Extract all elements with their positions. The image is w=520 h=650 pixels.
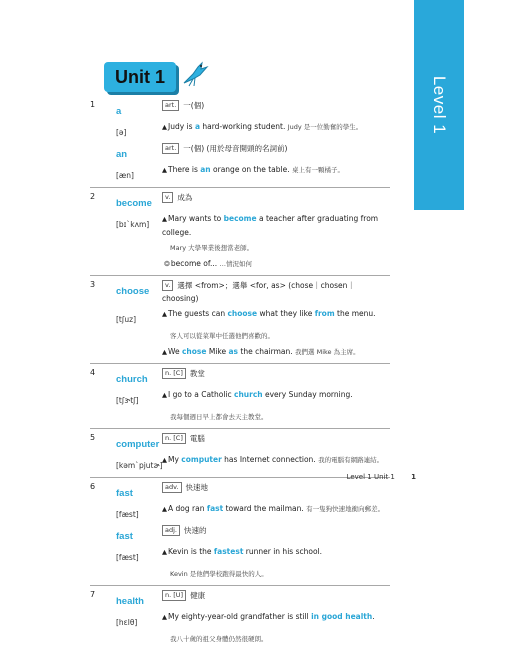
example-text: Mike <box>206 347 229 356</box>
pronunciation: [fæst] <box>116 510 139 519</box>
example-triangle-icon: ▲ <box>162 123 167 131</box>
page-number: 1 <box>411 473 416 481</box>
entry-line <box>90 432 390 451</box>
definition: 選擇 <from>；選舉 <for, as> (chose｜chosen｜choosing) <box>162 281 355 303</box>
entry-main-column <box>162 257 390 271</box>
example-text: hard-working student. <box>200 122 286 131</box>
entry-line <box>90 545 390 565</box>
unit-title: Unit 1 <box>114 67 165 87</box>
example-text: . <box>372 612 375 621</box>
example-sentence <box>162 347 293 356</box>
example-highlight: computer <box>181 455 222 464</box>
bird-icon <box>180 59 212 89</box>
example-sentence <box>162 309 376 318</box>
example-text: what they like <box>257 309 315 318</box>
part-of-speech-badge: n. [C] <box>162 368 186 379</box>
pronunciation: [æn] <box>116 171 134 180</box>
example-highlight: fast <box>206 504 224 513</box>
entry-number: 7 <box>90 590 96 599</box>
part-of-speech-badge: art. <box>162 143 179 154</box>
entry-left-column <box>116 610 162 630</box>
entry-line <box>90 410 390 424</box>
entry-number: 2 <box>90 192 96 201</box>
entry-line <box>90 502 390 522</box>
part-of-speech-badge: adv. <box>162 482 182 493</box>
entry-main-column <box>162 632 390 646</box>
entry-line <box>90 191 390 210</box>
example-text: I go to a Catholic <box>168 390 235 399</box>
entry-main-column <box>162 241 390 255</box>
entry-number: 4 <box>90 368 96 377</box>
example-sentence <box>162 122 285 131</box>
example-translation: 我們選 Mike 為主席。 <box>295 348 360 356</box>
entry-main-column <box>162 388 390 402</box>
tip-phrase: become of... <box>170 259 218 268</box>
example-highlight: chose <box>181 347 207 356</box>
entry-line <box>90 524 390 543</box>
pronunciation: [tʃuz] <box>116 315 137 324</box>
entry-main-column <box>162 191 390 204</box>
entry-main-column <box>162 432 390 445</box>
example-highlight: choose <box>227 309 258 318</box>
example-triangle-icon: ▲ <box>162 310 167 318</box>
vocab-entry <box>90 96 390 188</box>
entry-left-column <box>116 502 162 522</box>
entry-main-column <box>162 502 390 516</box>
headword: fast <box>116 488 133 499</box>
entry-line <box>90 120 390 140</box>
entry-line <box>90 163 390 183</box>
example-sentence <box>162 455 316 464</box>
example-text: We <box>168 347 182 356</box>
entry-main-column <box>162 120 390 134</box>
pronunciation: [tʃɝtʃ] <box>116 396 139 405</box>
headword: computer <box>116 439 160 450</box>
entry-left-column <box>116 589 162 608</box>
example-triangle-icon: ▲ <box>162 456 167 464</box>
entry-main-column <box>162 524 390 537</box>
example-highlight: from <box>314 309 335 318</box>
definition: 成為 <box>177 193 193 202</box>
example-triangle-icon: ▲ <box>162 215 167 223</box>
definition: 教堂 <box>189 369 205 378</box>
example-text: Mary wants to <box>168 214 224 223</box>
definition: 電腦 <box>189 434 205 443</box>
entry-line <box>90 279 390 305</box>
entry-line <box>90 610 390 630</box>
example-triangle-icon: ▲ <box>162 348 167 356</box>
example-translation: Mary 大學畢業後想當老師。 <box>170 244 254 252</box>
example-sentence <box>162 165 290 174</box>
entry-line <box>90 388 390 408</box>
entry-left-column <box>116 120 162 140</box>
entry-left-column <box>116 212 162 232</box>
headword: a <box>116 106 122 117</box>
example-highlight: become <box>223 214 257 223</box>
entry-line <box>90 367 390 386</box>
entry-line <box>90 329 390 343</box>
entry-main-column <box>162 329 390 343</box>
entry-line <box>90 453 390 473</box>
entry-main-column <box>162 567 390 581</box>
entry-left-column <box>116 432 162 451</box>
entry-line <box>90 345 390 359</box>
example-sentence <box>162 612 375 621</box>
entry-main-column <box>162 610 390 624</box>
entry-main-column <box>162 142 390 155</box>
entry-number: 3 <box>90 280 96 289</box>
definition: 健康 <box>190 591 206 600</box>
entry-main-column <box>162 163 390 177</box>
vocab-entry <box>90 364 390 429</box>
example-sentence <box>162 504 304 513</box>
example-text: toward the mailman. <box>223 504 304 513</box>
entry-main-column <box>162 481 390 494</box>
example-highlight: a <box>194 122 200 131</box>
example-text: A dog ran <box>168 504 207 513</box>
pronunciation: [bɪˋkʌm] <box>116 220 150 229</box>
part-of-speech-badge: art. <box>162 100 179 111</box>
example-highlight: as <box>228 347 239 356</box>
level-side-tab-label: Level 1 <box>430 75 450 135</box>
example-triangle-icon: ▲ <box>162 166 167 174</box>
example-text: My eighty-year-old grandfather is still <box>168 612 312 621</box>
entry-left-column <box>116 367 162 386</box>
example-sentence <box>162 390 353 399</box>
example-text: My <box>168 455 182 464</box>
entry-left-column <box>116 307 162 327</box>
entry-line <box>90 589 390 608</box>
entry-line <box>90 481 390 500</box>
entry-line <box>90 99 390 118</box>
example-text: the chairman. <box>238 347 293 356</box>
pronunciation: [ə] <box>116 128 127 137</box>
entry-main-column <box>162 545 390 559</box>
example-text: The guests can <box>168 309 228 318</box>
vocabulary-entry-list <box>90 96 390 650</box>
entry-number: 1 <box>90 100 96 109</box>
headword: become <box>116 198 152 209</box>
part-of-speech-badge: n. [C] <box>162 433 186 444</box>
part-of-speech-badge: adj. <box>162 525 180 536</box>
example-text: Judy is <box>168 122 195 131</box>
definition: 一(個) (用於母音開頭的名詞前) <box>183 144 288 153</box>
definition: 一(個) <box>183 101 205 110</box>
part-of-speech-badge: n. [U] <box>162 590 186 601</box>
example-text: every Sunday morning. <box>262 390 353 399</box>
entry-left-column <box>116 142 162 161</box>
entry-left-column <box>116 388 162 408</box>
example-text: Kevin is the <box>168 547 214 556</box>
entry-main-column <box>162 99 390 112</box>
example-triangle-icon: ▲ <box>162 505 167 513</box>
entry-main-column <box>162 307 390 321</box>
example-text: the menu. <box>334 309 376 318</box>
example-sentence <box>162 214 378 237</box>
entry-line <box>90 257 390 271</box>
entry-left-column <box>116 191 162 210</box>
example-text: a teacher after graduating from college. <box>162 214 379 237</box>
example-triangle-icon: ▲ <box>162 391 167 399</box>
example-highlight: fastest <box>213 547 244 556</box>
pronunciation: [hɛlθ] <box>116 618 138 627</box>
example-translation: Kevin 是他們學校跑得最快的人。 <box>170 570 268 578</box>
example-triangle-icon: ▲ <box>162 548 167 556</box>
headword: health <box>116 596 144 607</box>
example-highlight: an <box>200 165 211 174</box>
example-translation: 客人可以從菜單中任選他們喜歡的。 <box>170 332 274 340</box>
example-text: There is <box>168 165 201 174</box>
example-text: orange on the table. <box>210 165 290 174</box>
example-translation: Judy 是一位勤奮的學生。 <box>287 123 363 131</box>
entry-left-column <box>116 524 162 543</box>
vocab-entry <box>90 478 390 586</box>
example-highlight: in good health <box>311 612 373 621</box>
entry-main-column <box>162 279 390 305</box>
entry-line <box>90 307 390 327</box>
definition: 快速的 <box>183 526 207 535</box>
example-translation: 桌上有一顆橘子。 <box>292 166 345 174</box>
entry-main-column <box>162 212 390 239</box>
level-side-tab-label-wrap <box>414 30 464 180</box>
entry-main-column <box>162 453 390 467</box>
page-footer <box>347 473 416 481</box>
example-translation: 有一隻狗快速地衝向郵差。 <box>306 505 385 513</box>
usage-tip <box>162 259 252 268</box>
example-translation: 我的電腦有網路連結。 <box>318 456 384 464</box>
entry-left-column <box>116 481 162 500</box>
entry-number: 6 <box>90 482 96 491</box>
entry-line <box>90 632 390 646</box>
entry-line <box>90 241 390 255</box>
lightbulb-icon: ❂ <box>164 260 170 268</box>
example-highlight: church <box>234 390 263 399</box>
unit-header <box>104 59 224 95</box>
example-triangle-icon: ▲ <box>162 613 167 621</box>
tip-translation: …情況如何 <box>219 260 252 268</box>
vocab-entry <box>90 188 390 276</box>
example-translation: 我八十歲的祖父身體仍然很硬朗。 <box>170 635 268 643</box>
vocab-entry <box>90 586 390 650</box>
pronunciation: [kəmˋpjutɚ] <box>116 461 163 470</box>
headword: church <box>116 374 148 385</box>
part-of-speech-badge: v. <box>162 192 173 203</box>
example-text: runner in his school. <box>243 547 322 556</box>
entry-line <box>90 212 390 239</box>
entry-main-column <box>162 367 390 380</box>
pronunciation: [fæst] <box>116 553 139 562</box>
entry-left-column <box>116 453 162 473</box>
vocab-entry <box>90 429 390 478</box>
entry-left-column <box>116 99 162 118</box>
entry-line <box>90 567 390 581</box>
entry-left-column <box>116 545 162 565</box>
vocab-entry <box>90 276 390 364</box>
example-translation: 我每個週日早上都會去天主教堂。 <box>170 413 268 421</box>
part-of-speech-badge: v. <box>162 280 173 291</box>
headword: fast <box>116 531 133 542</box>
headword: an <box>116 149 128 160</box>
entry-left-column <box>116 163 162 183</box>
entry-line <box>90 142 390 161</box>
entry-main-column <box>162 345 390 359</box>
entry-number: 5 <box>90 433 96 442</box>
entry-left-column <box>116 279 162 298</box>
entry-main-column <box>162 410 390 424</box>
example-text: has Internet connection. <box>221 455 316 464</box>
definition: 快速地 <box>185 483 209 492</box>
example-sentence <box>162 547 322 556</box>
headword: choose <box>116 286 150 297</box>
footer-unit-label: Level 1 Unit 1 <box>346 473 395 481</box>
entry-main-column <box>162 589 390 602</box>
